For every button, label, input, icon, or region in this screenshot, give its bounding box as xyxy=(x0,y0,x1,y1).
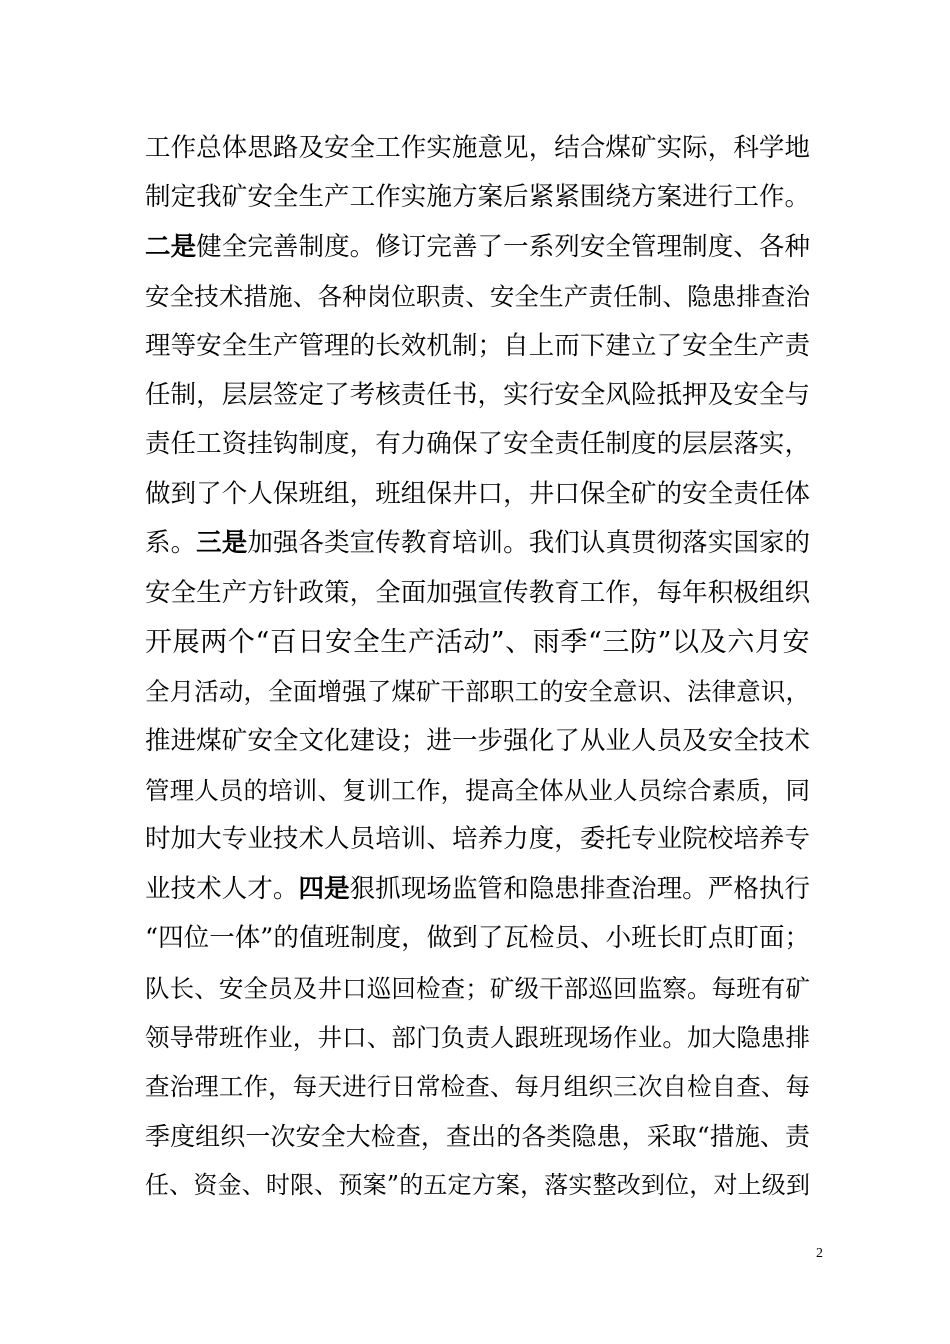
bold-emphasis: 三是 xyxy=(196,528,248,559)
text-line xyxy=(145,1013,810,1062)
body-paragraph xyxy=(145,124,810,1211)
text-line xyxy=(145,322,810,371)
text-line xyxy=(145,223,810,272)
text-run: 开展两个“百日安全生产活动”、雨季“三防”以及六月安 xyxy=(145,626,810,658)
text-line xyxy=(145,618,810,667)
text-run: 管理人员的培训、复训工作，提高全体从业人员综合素质，同 xyxy=(145,776,810,806)
text-line xyxy=(145,865,810,914)
text-run: 健全完善制度。修订完善了一系列安全管理制度、各种 xyxy=(196,231,810,262)
text-line xyxy=(145,1161,810,1210)
text-line xyxy=(145,766,810,815)
text-run: 业技术人才。 xyxy=(145,873,299,904)
text-line xyxy=(145,519,810,568)
text-line xyxy=(145,1112,810,1161)
text-line xyxy=(145,420,810,469)
text-line xyxy=(145,964,810,1013)
text-line xyxy=(145,569,810,618)
text-run: 领导带班作业，井口、部门负责人跟班现场作业。加大隐患排 xyxy=(145,1023,810,1053)
text-run: 加强各类宣传教育培训。我们认真贯彻落实国家的 xyxy=(247,528,810,559)
text-run: 制定我矿安全生产工作实施方案后紧紧围绕方案进行工作。 xyxy=(145,182,810,213)
text-run: 安全生产方针政策，全面加强宣传教育工作，每年积极组织 xyxy=(145,577,810,608)
text-line xyxy=(145,667,810,716)
text-line xyxy=(145,124,810,173)
text-run: 安全技术措施、各种岗位职责、安全生产责任制、隐患排查治 xyxy=(145,282,810,312)
bold-emphasis: 二是 xyxy=(145,231,197,262)
text-run: 理等安全生产管理的长效机制；自上而下建立了安全生产责 xyxy=(145,330,810,361)
text-run: 查治理工作，每天进行日常检查、每月组织三次自检自查、每 xyxy=(145,1072,810,1102)
text-run: 队长、安全员及井口巡回检查；矿级干部巡回监察。每班有矿 xyxy=(145,973,810,1003)
text-run: 时加大专业技术人员培训、培养力度，委托专业院校培养专 xyxy=(145,824,810,855)
text-run: 推进煤矿安全文化建设；进一步强化了从业人员及安全技术 xyxy=(145,725,810,756)
text-run: 系。 xyxy=(145,528,197,559)
text-run: 季度组织一次安全大检查，查出的各类隐患，采取“措施、责 xyxy=(145,1121,810,1151)
text-line xyxy=(145,717,810,766)
text-line xyxy=(145,815,810,864)
text-line xyxy=(145,371,810,420)
text-line xyxy=(145,914,810,963)
page-number: 2 xyxy=(816,1246,823,1261)
text-line xyxy=(145,173,810,222)
text-run: 任制，层层签定了考核责任书，实行安全风险抵押及安全与 xyxy=(145,379,810,410)
text-run: 责任工资挂钩制度，有力确保了安全责任制度的层层落实， xyxy=(145,429,810,460)
text-line xyxy=(145,272,810,321)
text-run: 任、资金、时限、预案”的五定方案，落实整改到位，对上级到 xyxy=(145,1171,810,1200)
text-run: 狠抓现场监管和隐患排查治理。严格执行 xyxy=(349,873,810,904)
text-run: “四位一体”的值班制度，做到了瓦检员、小班长盯点盯面； xyxy=(145,923,810,954)
text-run: 做到了个人保班组，班组保井口，井口保全矿的安全责任体 xyxy=(145,478,810,509)
text-line xyxy=(145,470,810,519)
text-line xyxy=(145,1062,810,1111)
text-run: 全月活动，全面增强了煤矿干部职工的安全意识、法律意识， xyxy=(145,677,810,707)
text-run: 工作总体思路及安全工作实施意见，结合煤矿实际，科学地 xyxy=(145,133,810,163)
bold-emphasis: 四是 xyxy=(298,873,350,904)
